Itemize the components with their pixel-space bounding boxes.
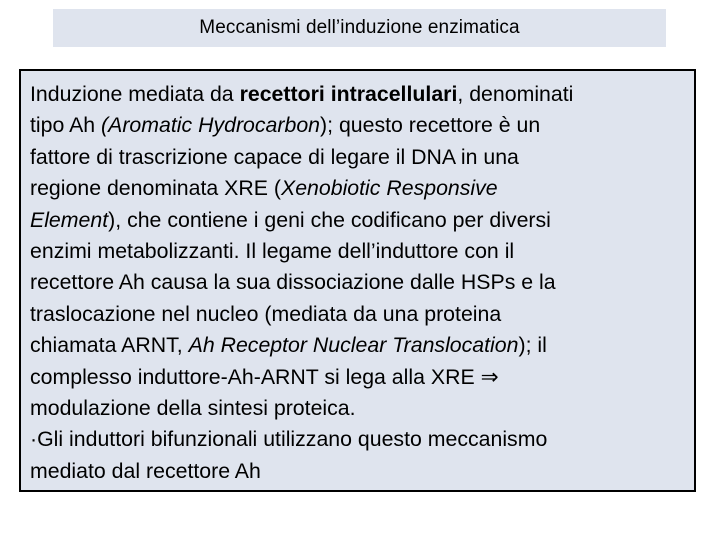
text-run: tipo Ah (30, 113, 102, 138)
text-line (30, 393, 694, 424)
text-line (30, 267, 694, 298)
bold-run: recettori intracellulari (239, 82, 458, 106)
text-run: mediato dal recettore Ah (30, 458, 261, 483)
text-run: recettore Ah causa la sua dissociazione dalle HSPs e la (30, 270, 556, 295)
body-text (30, 79, 694, 487)
italic-run: Element (30, 207, 109, 232)
text-line (30, 236, 694, 267)
italic-run: (Aromatic Hydrocarbon (101, 113, 321, 138)
text-line (30, 110, 694, 141)
text-run: enzimi metabolizzanti. Il legame dell’induttore con il (30, 239, 515, 264)
text-line (30, 330, 694, 361)
text-line (30, 173, 694, 204)
text-line (30, 79, 694, 110)
text-line (30, 424, 694, 455)
italic-run: Ah Receptor Nuclear Translocation (188, 333, 519, 358)
text-run: , denominati (457, 82, 574, 106)
text-run: ·Gli induttori bifunzionali utilizzano questo meccanismo (30, 427, 548, 452)
content-box (19, 69, 696, 492)
text-run: Induzione mediata da (30, 82, 240, 106)
slide-title-bar (53, 9, 666, 47)
text-line (30, 142, 694, 173)
text-run: ); questo recettore è un (320, 113, 541, 138)
text-line (30, 299, 694, 330)
text-run: regione denominata XRE ( (30, 176, 281, 201)
paragraph-1 (30, 79, 694, 424)
text-line (30, 456, 694, 487)
italic-run: Xenobiotic Responsive (280, 176, 498, 201)
text-run: ), che contiene i geni che codificano per diversi (108, 207, 551, 232)
text-run: modulazione della sintesi proteica. (30, 396, 356, 421)
text-run: fattore di trascrizione capace di legare il DNA in una (30, 144, 519, 169)
text-run: traslocazione nel nucleo (mediata da una proteina (30, 301, 502, 326)
text-run: ); il (518, 333, 547, 358)
slide-title: Meccanismi dell’induzione enzimatica (199, 17, 520, 38)
paragraph-2 (30, 424, 694, 487)
text-run: complesso induttore-Ah-ARNT si lega alla XRE ⇒ (30, 364, 499, 389)
text-line (30, 205, 694, 236)
text-line (30, 362, 694, 393)
text-run: chiamata ARNT, (30, 333, 189, 358)
